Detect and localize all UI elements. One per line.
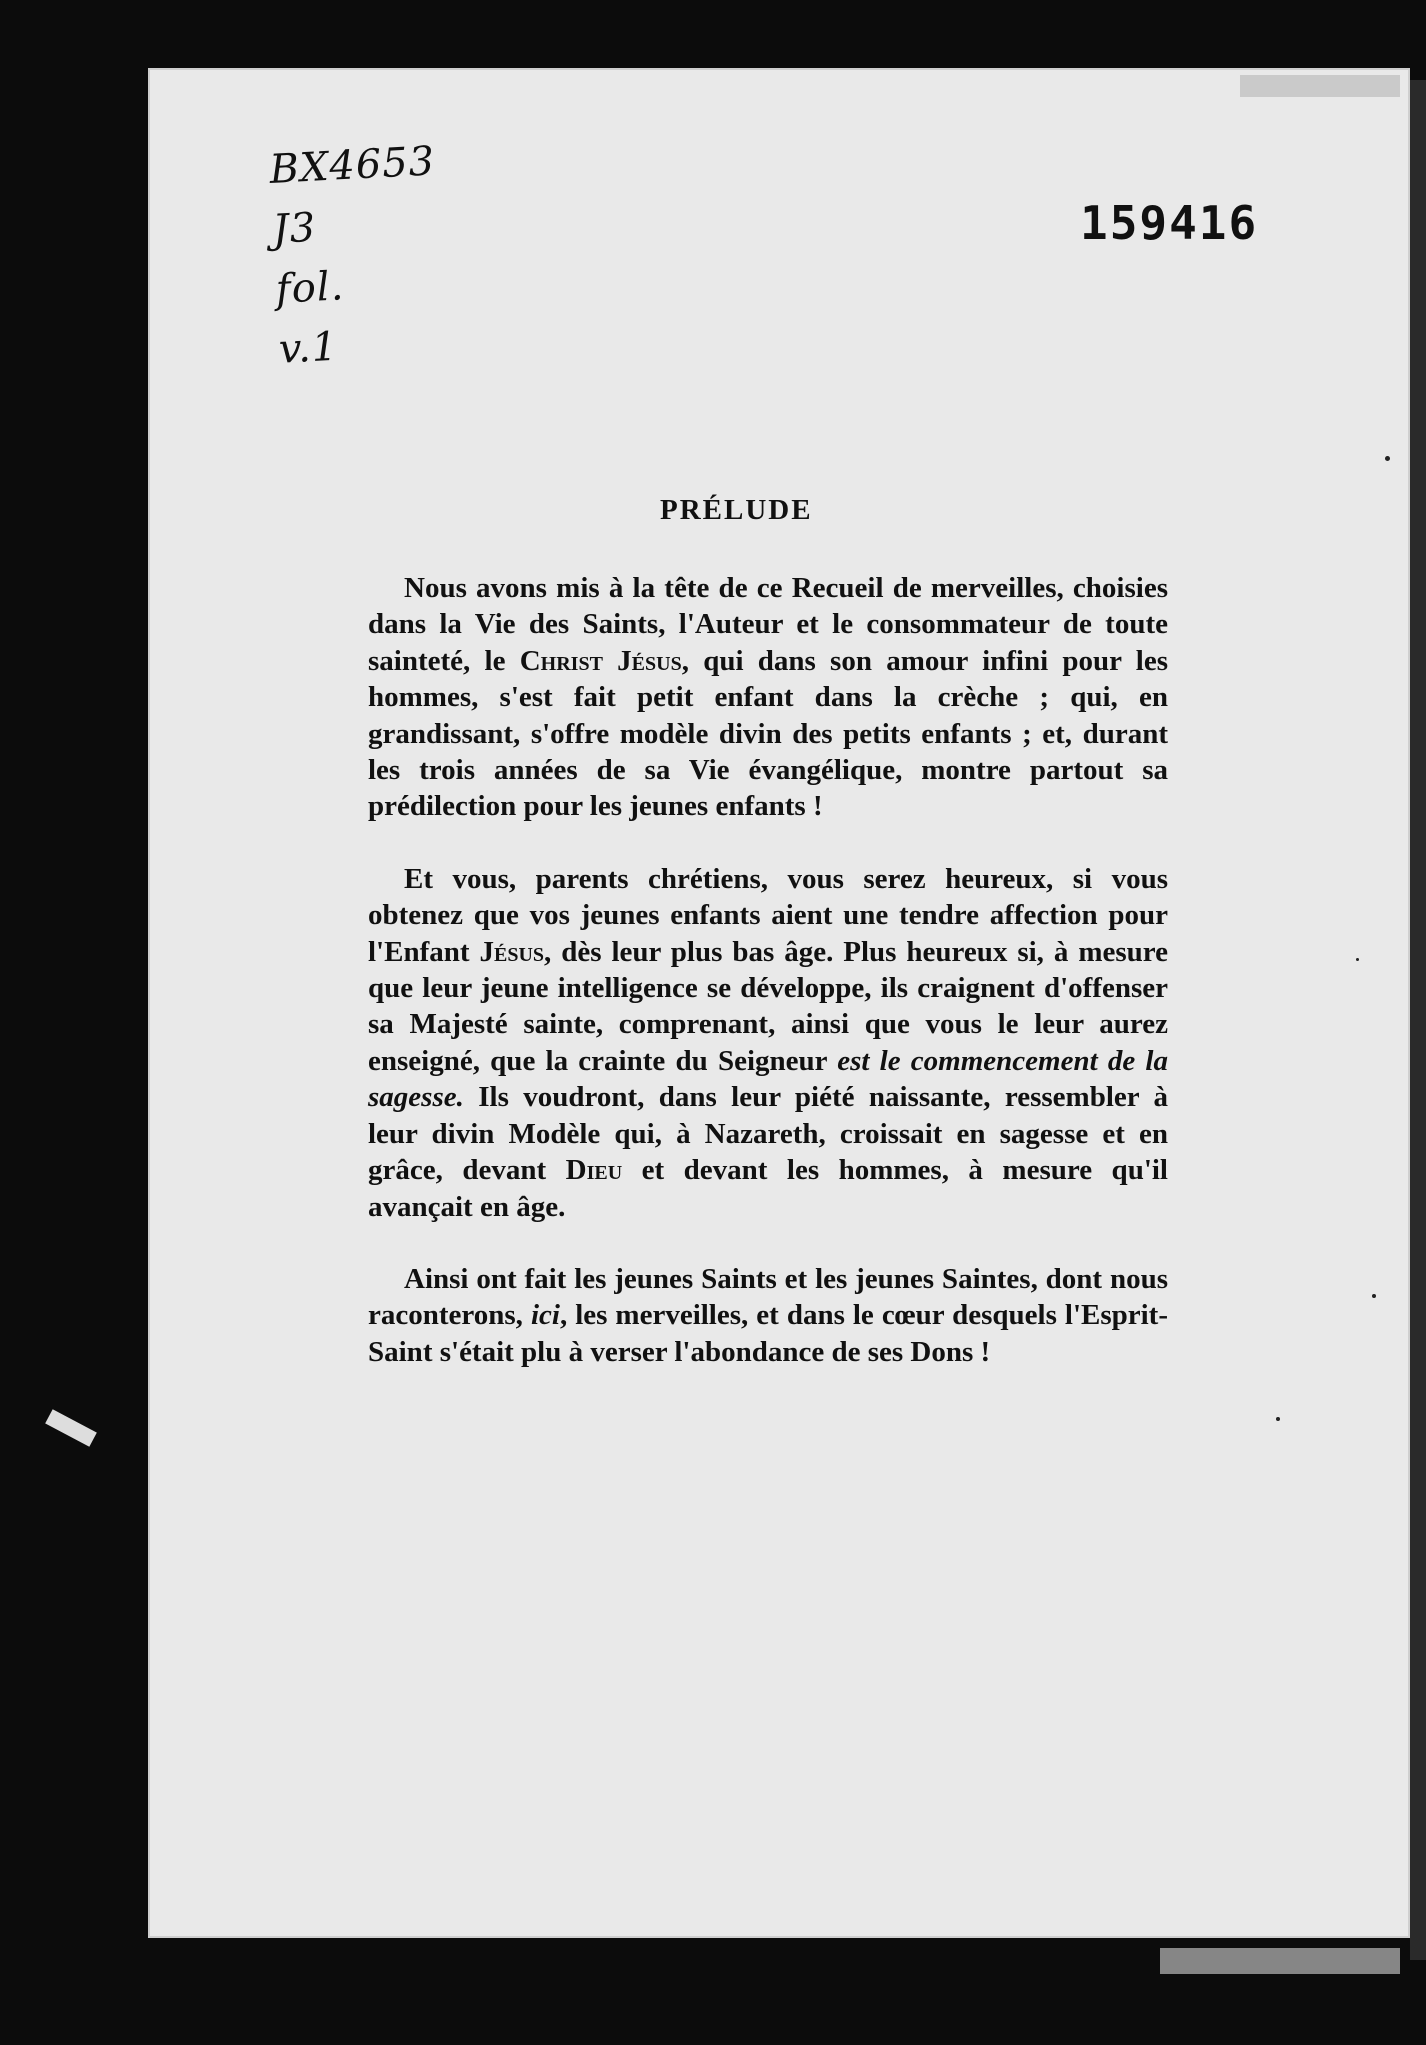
page-shadow <box>1410 80 1426 1960</box>
paragraph <box>368 1261 1168 1370</box>
handwritten-call-number <box>268 131 446 379</box>
accession-number: 159416 <box>1080 196 1259 250</box>
paragraph <box>368 861 1168 1225</box>
paragraph <box>368 570 1168 825</box>
call-number-line: BX4653 <box>268 138 437 193</box>
text-run: , qui dans son amour infini pour les hommes, s'est fait petit enfant dans la crèche ; qui, en grandissant, s'offre modèle divin des petits enfants ; et, durant les trois années de sa Vie évangélique, montre partout sa prédilection pour les jeunes enfants ! <box>368 644 1168 823</box>
text-run: Nous avons mis à la tête de ce Recueil de merveilles, choisies dans la Vie des Saints, l'Auteur et le consommateur de toute sainteté, le <box>368 572 1168 677</box>
text-run: Ainsi ont fait les jeunes Saints et les jeunes Saintes, dont nous raconterons, <box>368 1262 1168 1332</box>
dust-speck <box>1385 456 1390 461</box>
small-caps-text: Jésus <box>479 935 545 968</box>
page-body <box>368 570 1168 1406</box>
page-title: PRÉLUDE <box>660 494 813 526</box>
page-edge-top <box>1240 75 1400 97</box>
text-run: et devant les hommes, à mesure qu'il avançait en âge. <box>368 1154 1168 1223</box>
text-run: Ils voudront, dans leur piété naissante, ressembler à leur divin Modèle qui, à Nazareth, croissait en sagesse et en grâce, devant <box>368 1081 1168 1187</box>
small-caps-text: Christ Jésus <box>519 644 682 677</box>
page-edge-bottom <box>1160 1948 1400 1974</box>
italic-text: est le commencement de la sagesse. <box>368 1044 1168 1114</box>
small-caps-text: Dieu <box>565 1154 623 1187</box>
text-run: , les merveilles, et dans le cœur desquels l'Esprit-Saint s'était plu à verser l'abondance de ses Dons ! <box>368 1299 1168 1368</box>
call-number-line: fol. <box>274 263 346 313</box>
dust-speck <box>1372 1294 1376 1298</box>
text-run: , dès leur plus bas âge. Plus heureux si, à mesure que leur jeune intelligence se développe, ils craignent d'offenser sa Majesté sainte, comprenant, ainsi que vous le leur aurez enseigné, que la crainte du Seigneur <box>368 935 1168 1077</box>
italic-text: ici <box>530 1299 560 1332</box>
call-number-line: v.1 <box>277 323 340 373</box>
film-edge-mark <box>45 1409 97 1447</box>
dust-speck <box>1356 958 1359 961</box>
text-run: Et vous, parents chrétiens, vous serez heureux, si vous obtenez que vos jeunes enfants aient une tendre affection pour l'Enfant <box>368 862 1168 968</box>
dust-speck <box>1276 1417 1280 1421</box>
call-number-line: J3 <box>271 204 318 253</box>
